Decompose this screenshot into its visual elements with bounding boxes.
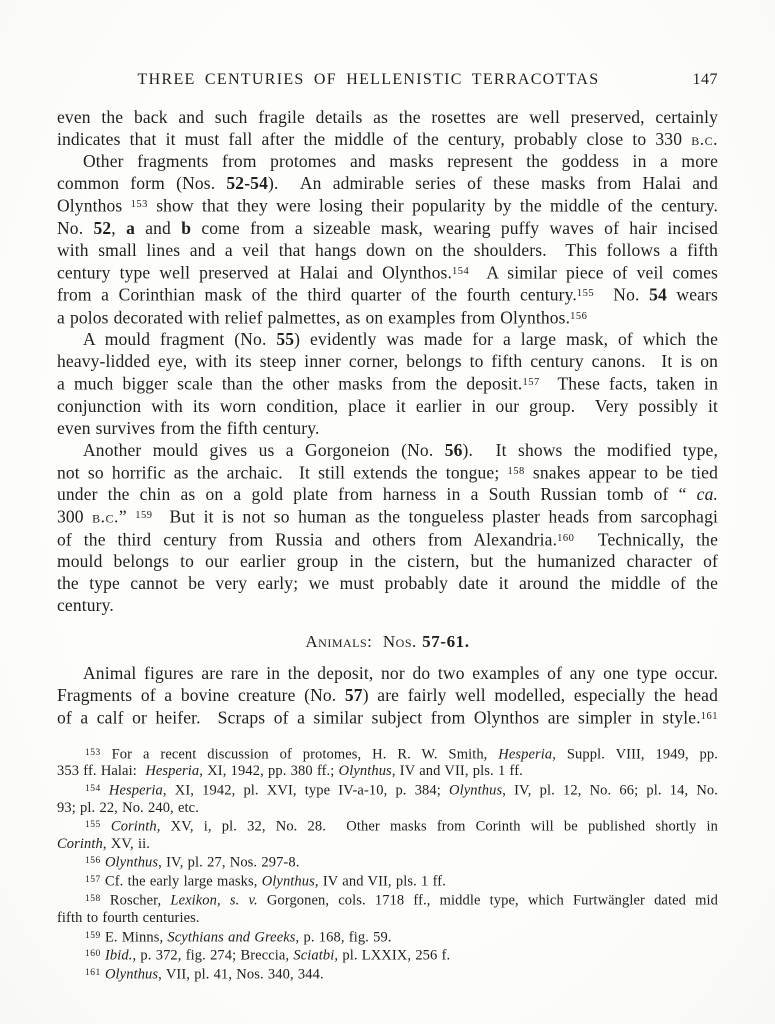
- italic-text: Hesperia: [145, 763, 200, 780]
- text-segment: show that they were losing their popularity by the middle of the century.: [147, 195, 718, 216]
- text-line: [57, 505, 718, 528]
- small-caps-text: Animals: Nos.: [305, 632, 417, 651]
- footnote-ref: 155: [576, 288, 595, 299]
- footnote-ref: 153: [130, 199, 148, 210]
- text-segment: 353 ff. Halai:: [57, 763, 146, 780]
- text-segment: conjunction with its worn condition, place it earlier in our group. Very possibly it: [57, 395, 718, 416]
- text-line: [57, 528, 718, 551]
- footnote-marker: 153: [85, 747, 101, 758]
- text-line: [57, 194, 718, 217]
- text-segment: For a recent discussion of protomes, H. R. W. Smith,: [100, 746, 499, 762]
- text-line: [57, 439, 718, 461]
- text-segment: heavy-lidded eye, with its steep inner corner, belongs to fifth century canons. It is on: [57, 351, 718, 371]
- text-segment: indicates that it must fall after the middle of the century, probably close to 330: [57, 129, 692, 149]
- text-line: [57, 965, 718, 984]
- paragraph: [57, 662, 718, 729]
- footnote: [57, 891, 718, 927]
- text-segment: , p. 168, fig. 59.: [295, 929, 392, 946]
- footnote-marker: 157: [85, 875, 101, 886]
- footnote-ref: 159: [135, 510, 153, 521]
- text-line: [57, 395, 718, 417]
- text-segment: century type well preserved at Halai and Olynthos.: [57, 262, 452, 282]
- text-segment: a much bigger scale than the other masks from the deposit.: [57, 373, 523, 394]
- text-segment: of the third century from Russia and others from Alexandria.: [57, 529, 558, 549]
- section-heading: [57, 630, 718, 654]
- italic-text: Olynthus: [338, 763, 392, 780]
- text-line: [57, 872, 718, 891]
- footnote: [57, 946, 718, 965]
- text-segment: , XV, ii.: [102, 836, 150, 853]
- text-line: [57, 853, 718, 872]
- text-segment: Animal figures are rare in the deposit, nor do two examples of any one type occur.: [83, 663, 718, 683]
- running-head: [57, 70, 718, 90]
- text-segment: , XV, i, pl. 32, No. 28. Other masks from Corinth will be published shortly in: [156, 818, 718, 835]
- text-segment: under the chin as on a gold plate from harness in a South Russian tomb of “: [57, 484, 697, 504]
- text-line: [57, 417, 718, 439]
- text-segment: Another mould gives us a Gorgoneion (No.: [83, 439, 445, 460]
- text-segment: a polos decorated with relief palmettes, as on examples from Olynthos.: [57, 307, 571, 327]
- paragraph: [57, 106, 718, 150]
- text-segment: century.: [57, 595, 114, 615]
- bold-catalog-number: 52-54: [226, 173, 268, 193]
- text-segment: These facts, taken in: [539, 373, 718, 394]
- footnote-marker: 161: [85, 968, 101, 979]
- italic-text: Ibid.: [104, 947, 133, 964]
- italic-text: ca.: [696, 484, 718, 504]
- text-line: [57, 283, 718, 306]
- text-segment: , VII, pl. 41, Nos. 340, 344.: [158, 966, 324, 983]
- footnote-ref: 161: [700, 711, 718, 722]
- text-segment: No.: [594, 284, 650, 305]
- italic-text: s. v.: [229, 892, 258, 909]
- footnote: [57, 872, 718, 891]
- text-segment: and: [134, 217, 182, 238]
- small-caps-text: b.c.: [92, 506, 119, 527]
- footnote-marker: 155: [85, 820, 101, 831]
- text-segment: Gorgonen, cols. 1718 ff., middle type, which Furtwängler dated mid: [257, 892, 718, 909]
- text-segment: the type cannot be very early; we must probably date it around the middle of the: [57, 573, 718, 593]
- paragraph: [57, 150, 718, 328]
- italic-text: Hesperia: [498, 746, 553, 762]
- footnote: [57, 965, 718, 984]
- text-line: [57, 706, 718, 729]
- text-line: [57, 483, 718, 505]
- text-segment: of a calf or heifer. Scraps of a similar subject from Olynthos are simpler in style.: [57, 707, 701, 728]
- text-line: [57, 350, 718, 372]
- text-segment: common form (Nos.: [57, 173, 227, 193]
- footnote-marker: 160: [85, 949, 101, 960]
- small-caps-text: b.c.: [691, 129, 718, 149]
- text-line: [57, 572, 718, 594]
- text-line: [57, 106, 718, 128]
- footnote: [57, 745, 718, 781]
- text-line: [57, 550, 718, 572]
- bold-catalog-number: 52: [93, 217, 112, 238]
- body-text: [57, 106, 718, 729]
- text-segment: from a Corinthian mask of the third quarter of the fourth century.: [57, 284, 577, 305]
- text-segment: even survives from the fifth century.: [57, 417, 320, 438]
- footnote-marker: 156: [85, 856, 101, 867]
- bold-catalog-number: a: [126, 217, 135, 238]
- text-segment: E. Minns,: [100, 929, 168, 946]
- text-line: [57, 891, 718, 910]
- text-line: [57, 372, 718, 395]
- text-segment: , IV and VII, pls. 1 ff.: [314, 873, 446, 890]
- running-head-title: THREE CENTURIES OF HELLENISTIC TERRACOTTAS: [137, 71, 600, 88]
- text-column: [57, 106, 718, 984]
- text-segment: , IV, pl. 27, Nos. 297-8.: [158, 854, 300, 871]
- paragraph: [57, 328, 718, 439]
- italic-text: Scythians and Greeks: [167, 929, 296, 946]
- italic-text: Corinth: [57, 836, 103, 853]
- italic-text: Olynthus: [104, 854, 159, 871]
- text-segment: , IV, pl. 12, No. 66; pl. 14, No.: [502, 782, 718, 799]
- text-segment: mould belongs to our earlier group in the cistern, but the humanized character of: [57, 551, 718, 571]
- text-segment: No.: [57, 217, 94, 238]
- italic-text: Sciatbi: [293, 947, 335, 964]
- footnote-marker: 159: [85, 930, 101, 941]
- text-segment: with small lines and a veil that hangs down on the shoulders. This follows a fifth: [57, 239, 718, 260]
- text-line: [57, 928, 718, 947]
- page-number: 147: [692, 71, 718, 88]
- footnote-ref: 160: [557, 532, 575, 544]
- text-line: [57, 150, 718, 172]
- text-line: [57, 172, 718, 194]
- bold-catalog-number: 57-61.: [422, 632, 470, 651]
- text-line: [57, 239, 718, 261]
- text-line: [57, 328, 718, 350]
- text-segment: , XI, 1942, pp. 380 ff.;: [199, 763, 339, 780]
- paragraph: [57, 439, 718, 617]
- text-line: [57, 306, 718, 329]
- footnote: [57, 928, 718, 947]
- text-segment: wears: [666, 284, 718, 305]
- text-line: [57, 745, 718, 764]
- bold-catalog-number: 57: [344, 685, 363, 705]
- italic-text: Lexikon: [170, 892, 218, 909]
- footnote: [57, 853, 718, 872]
- footnote-ref: 158: [507, 465, 525, 477]
- text-segment: , pl. LXXIX, 256 f.: [334, 947, 451, 964]
- text-segment: ) evidently was made for a large mask, of which the: [294, 329, 718, 349]
- footnote-ref: 156: [570, 310, 588, 322]
- text-segment: , IV and VII, pls. 1 ff.: [391, 763, 523, 780]
- text-segment: ) are fairly well modelled, especially the head: [362, 685, 718, 705]
- italic-text: Olynthus: [104, 966, 159, 983]
- text-segment: ,: [111, 217, 127, 238]
- italic-text: Corinth: [110, 818, 157, 835]
- text-segment: ”: [118, 506, 136, 527]
- text-line: [57, 261, 718, 284]
- text-segment: A mould fragment (No.: [83, 329, 277, 349]
- text-line: [57, 128, 718, 150]
- footnote-ref: 157: [522, 377, 540, 388]
- text-segment: come from a sizeable mask, wearing puffy waves of hair incised: [191, 217, 718, 238]
- footnote-ref: 154: [451, 265, 470, 277]
- text-segment: even the back and such fragile details as the rosettes are well preserved, certainly: [57, 107, 718, 127]
- text-line: [57, 781, 718, 800]
- text-segment: not so horrific as the archaic. It still extends the tongue;: [57, 462, 508, 482]
- text-segment: [101, 819, 111, 835]
- text-segment: , p. 372, fig. 274; Breccia,: [132, 947, 294, 964]
- text-segment: Fragments of a bovine creature (No.: [57, 685, 345, 705]
- italic-text: Hesperia: [108, 782, 163, 799]
- text-segment: ,: [217, 892, 230, 909]
- text-segment: snakes appear to be tied: [524, 462, 718, 482]
- text-segment: Other fragments from protomes and masks represent the goddess in a more: [83, 151, 718, 171]
- text-line: [57, 684, 718, 706]
- text-segment: ). An admirable series of these masks from Halai and: [267, 173, 718, 193]
- text-segment: A similar piece of veil comes: [469, 262, 718, 282]
- text-line: [57, 817, 718, 836]
- text-segment: Technically, the: [574, 529, 718, 549]
- text-line: [57, 217, 718, 239]
- text-line: [57, 800, 718, 817]
- footnotes-section: [57, 745, 718, 985]
- bold-catalog-number: b: [181, 217, 192, 238]
- footnote: [57, 817, 718, 853]
- bold-catalog-number: 54: [649, 284, 667, 305]
- bold-catalog-number: 56: [444, 439, 463, 460]
- text-segment: Cf. the early large masks,: [100, 873, 262, 890]
- text-line: [57, 763, 718, 780]
- italic-text: Olynthus: [261, 873, 315, 890]
- text-line: [57, 662, 718, 684]
- text-segment: , XI, 1942, pl. XVI, type IV-a-10, p. 384;: [162, 782, 450, 799]
- text-segment: But it is not so human as the tongueless plaster heads from sarcophagi: [152, 506, 718, 527]
- text-segment: fifth to fourth centuries.: [57, 910, 200, 927]
- text-line: [57, 910, 718, 927]
- footnote: [57, 781, 718, 817]
- footnote-marker: 158: [85, 894, 101, 905]
- text-segment: ). It shows the modified type,: [462, 439, 718, 460]
- text-segment: 300: [57, 506, 93, 527]
- footnote-marker: 154: [85, 783, 101, 794]
- text-line: [57, 946, 718, 965]
- text-line: [57, 594, 718, 616]
- text-line: [57, 836, 718, 853]
- bold-catalog-number: 55: [276, 329, 295, 349]
- text-segment: Olynthos: [57, 195, 131, 216]
- text-line: [57, 461, 718, 484]
- text-segment: Roscher,: [100, 892, 171, 909]
- text-segment: , Suppl. VIII, 1949, pp.: [552, 746, 718, 762]
- text-segment: 93; pl. 22, No. 240, etc.: [57, 799, 199, 816]
- text-segment: [101, 782, 109, 798]
- text-line: [57, 630, 718, 654]
- italic-text: Olynthus: [449, 782, 503, 799]
